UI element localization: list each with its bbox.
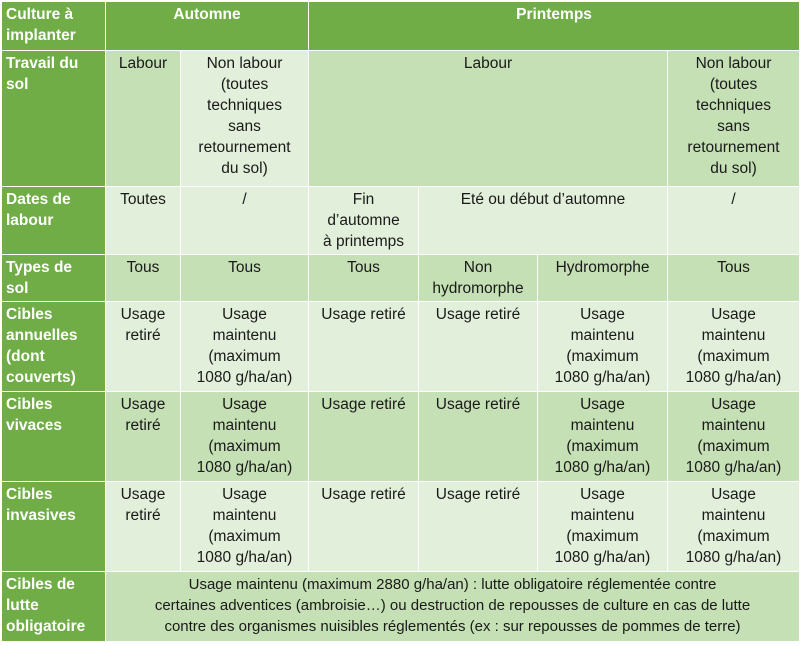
row-label-travail: Travail du sol	[2, 51, 106, 187]
cell-vivaces-1: Usage retiré	[106, 392, 181, 482]
cell-invasives-3: Usage retiré	[309, 482, 419, 572]
cell-invasives-1: Usage retiré	[106, 482, 181, 572]
row-label-lutte: Cibles de lutte obligatoire	[2, 572, 106, 642]
row-label-vivaces: Cibles vivaces	[2, 392, 106, 482]
row-cibles-vivaces	[2, 392, 800, 482]
cell-annuelles-5: Usage maintenu (maximum 1080 g/ha/an)	[538, 302, 668, 392]
row-label-annuelles: Cibles annuelles (dont couverts)	[2, 302, 106, 392]
row-cibles-lutte-obligatoire	[2, 572, 800, 642]
cell-travail-printemps-labour: Labour	[309, 51, 668, 187]
row-label-types: Types de sol	[2, 255, 106, 302]
cell-invasives-6: Usage maintenu (maximum 1080 g/ha/an)	[668, 482, 800, 572]
cell-vivaces-6: Usage maintenu (maximum 1080 g/ha/an)	[668, 392, 800, 482]
cell-annuelles-2: Usage maintenu (maximum 1080 g/ha/an)	[181, 302, 309, 392]
cell-dates-1: Toutes	[106, 187, 181, 255]
cell-types-4: Non hydromorphe	[419, 255, 538, 302]
header-automne: Automne	[106, 2, 309, 51]
cell-types-6: Tous	[668, 255, 800, 302]
cell-annuelles-4: Usage retiré	[419, 302, 538, 392]
cell-vivaces-5: Usage maintenu (maximum 1080 g/ha/an)	[538, 392, 668, 482]
cell-types-1: Tous	[106, 255, 181, 302]
cell-annuelles-1: Usage retiré	[106, 302, 181, 392]
cell-dates-4: Eté ou début d’automne	[419, 187, 668, 255]
header-printemps: Printemps	[309, 2, 800, 51]
row-dates-de-labour	[2, 187, 800, 255]
header-row	[2, 2, 800, 51]
cell-invasives-2: Usage maintenu (maximum 1080 g/ha/an)	[181, 482, 309, 572]
cell-vivaces-4: Usage retiré	[419, 392, 538, 482]
cell-invasives-4: Usage retiré	[419, 482, 538, 572]
cell-travail-automne-labour: Labour	[106, 51, 181, 187]
cell-dates-2: /	[181, 187, 309, 255]
cell-dates-5: /	[668, 187, 800, 255]
cell-travail-printemps-nonlabour: Non labour (toutes techniques sans retournement du sol)	[668, 51, 800, 187]
cell-travail-automne-nonlabour: Non labour (toutes techniques sans retournement du sol)	[181, 51, 309, 187]
cell-dates-3: Fin d’automne à printemps	[309, 187, 419, 255]
cell-vivaces-2: Usage maintenu (maximum 1080 g/ha/an)	[181, 392, 309, 482]
row-label-invasives: Cibles invasives	[2, 482, 106, 572]
cell-types-3: Tous	[309, 255, 419, 302]
cell-vivaces-3: Usage retiré	[309, 392, 419, 482]
cell-annuelles-3: Usage retiré	[309, 302, 419, 392]
row-travail-du-sol	[2, 51, 800, 187]
header-culture: Culture à implanter	[2, 2, 106, 51]
usage-table	[1, 1, 800, 642]
row-types-de-sol	[2, 255, 800, 302]
cell-types-2: Tous	[181, 255, 309, 302]
row-cibles-annuelles	[2, 302, 800, 392]
row-label-dates: Dates de labour	[2, 187, 106, 255]
cell-lutte-merged: Usage maintenu (maximum 2880 g/ha/an) : lutte obligatoire réglementée contre certaines adventices (ambroisie…) ou destruction de repousses de culture en cas de lutte contre des organismes nuisibles réglementés (ex : sur repousses de pommes de terre)	[106, 572, 800, 642]
cell-annuelles-6: Usage maintenu (maximum 1080 g/ha/an)	[668, 302, 800, 392]
cell-types-5: Hydromorphe	[538, 255, 668, 302]
row-cibles-invasives	[2, 482, 800, 572]
cell-invasives-5: Usage maintenu (maximum 1080 g/ha/an)	[538, 482, 668, 572]
